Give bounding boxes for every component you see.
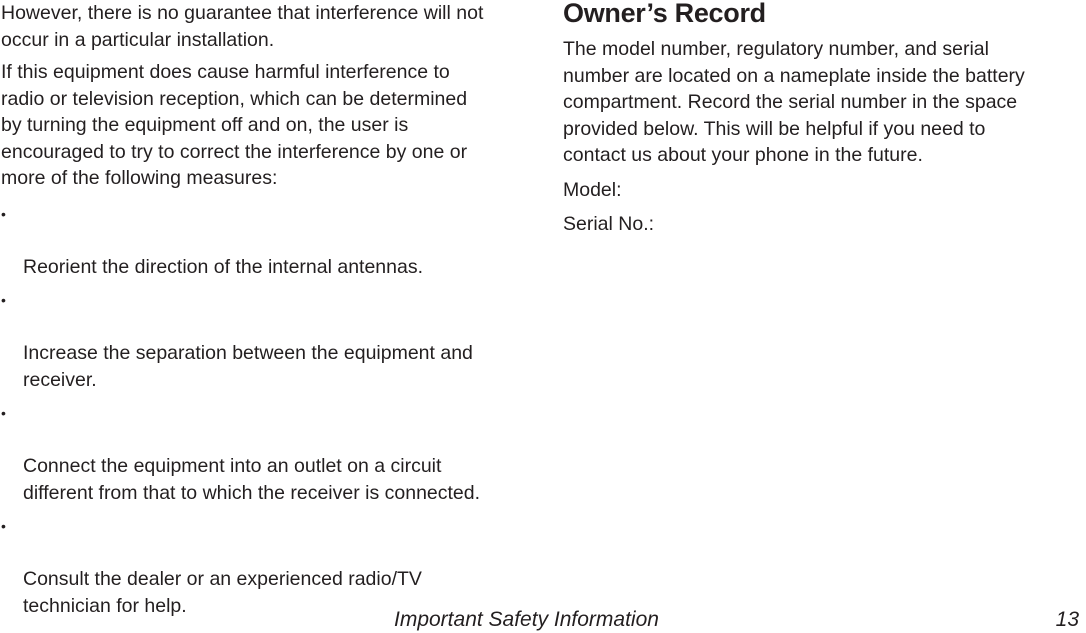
page-number: 13 [1055, 608, 1079, 631]
owners-record-heading: Owner’s Record [563, 0, 766, 28]
list-item-text: Increase the separation between the equipment and receiver. [23, 342, 473, 391]
list-item-text: Connect the equipment into an outlet on a circuit different from that to which the receiver is connected. [23, 455, 481, 504]
list-item-text: Consult the dealer or an experienced radio/TV technician for help. [23, 568, 422, 617]
bullet-icon: • [1, 205, 6, 222]
left-column [1, 0, 531, 626]
interference-guarantee-paragraph: However, there is no guarantee that interference will not occur in a particular installation. [1, 2, 484, 51]
bullet-icon: • [1, 292, 6, 308]
list-item [1, 287, 531, 393]
list-item [1, 201, 531, 281]
interference-measures-paragraph: If this equipment does cause harmful interference to radio or television reception, which can be determined by turning the equipment off and on, the user is encouraged to try to correct the interference by one or more of the following measures: [1, 61, 468, 189]
model-field-label: Model: [563, 178, 622, 201]
list-item [1, 400, 531, 506]
measures-list [1, 201, 531, 620]
list-item-text: Reorient the direction of the internal antennas. [23, 255, 424, 278]
right-column [563, 0, 1083, 238]
serial-number-field-label: Serial No.: [563, 213, 655, 235]
list-item [1, 513, 531, 619]
footer-section-title: Important Safety Information [394, 608, 659, 631]
bullet-icon: • [1, 518, 6, 534]
owners-record-paragraph: The model number, regulatory number, and serial number are located on a nameplate inside the battery compartment. Record the serial number in the space provided below. This will be helpful if you need to contact us about your phone in the future. [563, 38, 1025, 166]
bullet-icon: • [1, 405, 6, 421]
